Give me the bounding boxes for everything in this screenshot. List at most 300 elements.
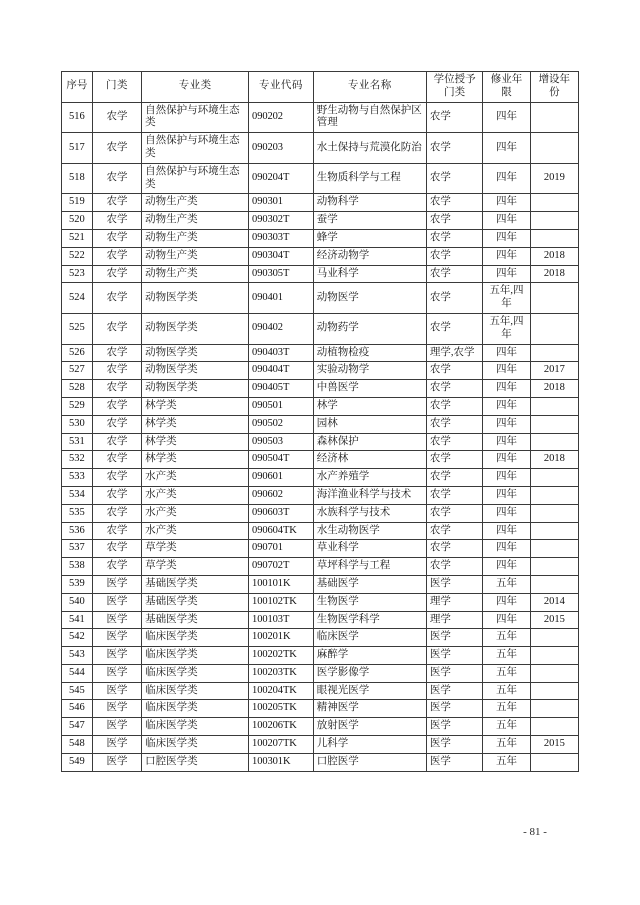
row-degree-category: 理学: [426, 611, 483, 629]
row-major-code: 090402: [249, 313, 314, 344]
row-degree-category: 农学: [426, 433, 483, 451]
row-major-class: 基础医学类: [142, 575, 249, 593]
row-major-code: 090405T: [249, 380, 314, 398]
row-major-name: 生物医学: [313, 593, 426, 611]
row-sequence: 526: [62, 344, 93, 362]
row-degree-category: 农学: [426, 380, 483, 398]
row-study-years: 四年: [483, 469, 530, 487]
row-degree-category: 医学: [426, 753, 483, 771]
row-study-years: 四年: [483, 504, 530, 522]
row-category: 农学: [92, 433, 141, 451]
row-major-name: 医学影像学: [313, 664, 426, 682]
row-sequence: 518: [62, 163, 93, 194]
table-row: [62, 397, 579, 415]
row-category: 农学: [92, 451, 141, 469]
row-major-name: 草业科学: [313, 540, 426, 558]
table-row: [62, 558, 579, 576]
column-header-added-year: 增设年份: [530, 72, 578, 103]
row-major-code: 090202: [249, 102, 314, 133]
table-row: [62, 133, 579, 164]
row-major-class: 自然保护与环境生态类: [142, 133, 249, 164]
row-study-years: 四年: [483, 522, 530, 540]
row-degree-category: 农学: [426, 102, 483, 133]
row-major-class: 临床医学类: [142, 736, 249, 754]
row-study-years: 四年: [483, 540, 530, 558]
row-major-name: 动植物检疫: [313, 344, 426, 362]
row-major-name: 蜂学: [313, 229, 426, 247]
row-sequence: 527: [62, 362, 93, 380]
row-major-class: 动物生产类: [142, 194, 249, 212]
page-footer: [0, 826, 640, 838]
row-major-code: 100203TK: [249, 664, 314, 682]
row-major-class: 草学类: [142, 558, 249, 576]
row-category: 医学: [92, 753, 141, 771]
row-sequence: 524: [62, 283, 93, 314]
row-study-years: 四年: [483, 380, 530, 398]
row-degree-category: 农学: [426, 313, 483, 344]
row-study-years: 五年,四年: [483, 283, 530, 314]
row-sequence: 532: [62, 451, 93, 469]
row-added-year: 2018: [530, 265, 578, 283]
row-major-class: 水产类: [142, 469, 249, 487]
row-major-code: 100101K: [249, 575, 314, 593]
row-major-class: 基础医学类: [142, 593, 249, 611]
row-added-year: [530, 133, 578, 164]
row-category: 农学: [92, 522, 141, 540]
row-category: 农学: [92, 469, 141, 487]
row-degree-category: 医学: [426, 682, 483, 700]
row-sequence: 536: [62, 522, 93, 540]
table-row: [62, 593, 579, 611]
row-category: 农学: [92, 102, 141, 133]
row-degree-category: 农学: [426, 469, 483, 487]
row-added-year: 2015: [530, 736, 578, 754]
row-added-year: 2014: [530, 593, 578, 611]
table-row: [62, 247, 579, 265]
row-added-year: [530, 415, 578, 433]
row-study-years: 四年: [483, 102, 530, 133]
row-major-name: 儿科学: [313, 736, 426, 754]
row-major-code: 090404T: [249, 362, 314, 380]
row-category: 农学: [92, 540, 141, 558]
row-major-class: 动物医学类: [142, 313, 249, 344]
row-major-class: 临床医学类: [142, 664, 249, 682]
row-study-years: 四年: [483, 247, 530, 265]
table-row: [62, 212, 579, 230]
row-sequence: 545: [62, 682, 93, 700]
row-study-years: 五年: [483, 629, 530, 647]
row-category: 医学: [92, 718, 141, 736]
row-added-year: [530, 229, 578, 247]
row-major-code: 090301: [249, 194, 314, 212]
table-row: [62, 451, 579, 469]
row-study-years: 五年: [483, 682, 530, 700]
row-major-name: 麻醉学: [313, 647, 426, 665]
row-study-years: 四年: [483, 194, 530, 212]
row-study-years: 四年: [483, 397, 530, 415]
row-sequence: 537: [62, 540, 93, 558]
row-category: 农学: [92, 212, 141, 230]
row-major-code: 090501: [249, 397, 314, 415]
row-added-year: [530, 102, 578, 133]
row-degree-category: 农学: [426, 265, 483, 283]
row-degree-category: 农学: [426, 163, 483, 194]
row-major-name: 口腔医学: [313, 753, 426, 771]
row-major-class: 动物生产类: [142, 212, 249, 230]
row-major-code: 100202TK: [249, 647, 314, 665]
row-category: 农学: [92, 133, 141, 164]
row-major-name: 生物质科学与工程: [313, 163, 426, 194]
row-major-class: 林学类: [142, 451, 249, 469]
table-row: [62, 718, 579, 736]
row-major-code: 100201K: [249, 629, 314, 647]
row-degree-category: 农学: [426, 486, 483, 504]
column-header-sequence: 序号: [62, 72, 93, 103]
table-row: [62, 344, 579, 362]
row-major-class: 林学类: [142, 397, 249, 415]
row-degree-category: 农学: [426, 229, 483, 247]
row-sequence: 516: [62, 102, 93, 133]
row-study-years: 四年: [483, 451, 530, 469]
row-major-code: 100301K: [249, 753, 314, 771]
row-sequence: 538: [62, 558, 93, 576]
row-study-years: 五年: [483, 753, 530, 771]
row-study-years: 五年,四年: [483, 313, 530, 344]
table-row: [62, 380, 579, 398]
row-major-class: 自然保护与环境生态类: [142, 102, 249, 133]
row-major-class: 动物生产类: [142, 229, 249, 247]
table-row: [62, 611, 579, 629]
row-study-years: 四年: [483, 415, 530, 433]
row-category: 农学: [92, 283, 141, 314]
row-study-years: 四年: [483, 212, 530, 230]
table-row: [62, 575, 579, 593]
row-major-name: 园林: [313, 415, 426, 433]
row-added-year: [530, 664, 578, 682]
majors-catalog-table: [61, 71, 579, 772]
row-major-name: 精神医学: [313, 700, 426, 718]
row-major-code: 090403T: [249, 344, 314, 362]
table-row: [62, 469, 579, 487]
row-degree-category: 农学: [426, 283, 483, 314]
row-degree-category: 理学,农学: [426, 344, 483, 362]
row-major-code: 090702T: [249, 558, 314, 576]
row-added-year: [530, 313, 578, 344]
row-sequence: 540: [62, 593, 93, 611]
row-sequence: 531: [62, 433, 93, 451]
table-row: [62, 313, 579, 344]
row-sequence: 549: [62, 753, 93, 771]
row-study-years: 四年: [483, 133, 530, 164]
row-major-class: 林学类: [142, 415, 249, 433]
table-row: [62, 229, 579, 247]
row-study-years: 五年: [483, 700, 530, 718]
row-added-year: [530, 194, 578, 212]
column-header-major-class: 专业类: [142, 72, 249, 103]
row-sequence: 548: [62, 736, 93, 754]
row-study-years: 四年: [483, 344, 530, 362]
row-major-code: 090701: [249, 540, 314, 558]
row-major-name: 水族科学与技术: [313, 504, 426, 522]
row-study-years: 四年: [483, 265, 530, 283]
table-row: [62, 504, 579, 522]
row-major-code: 090603T: [249, 504, 314, 522]
row-major-class: 水产类: [142, 486, 249, 504]
row-major-class: 动物医学类: [142, 344, 249, 362]
row-major-class: 临床医学类: [142, 629, 249, 647]
row-major-name: 水土保持与荒漠化防治: [313, 133, 426, 164]
row-major-class: 林学类: [142, 433, 249, 451]
row-major-code: 090305T: [249, 265, 314, 283]
row-major-class: 动物医学类: [142, 362, 249, 380]
row-major-class: 水产类: [142, 504, 249, 522]
row-study-years: 五年: [483, 647, 530, 665]
row-degree-category: 农学: [426, 540, 483, 558]
column-header-major-name: 专业名称: [313, 72, 426, 103]
row-major-name: 中兽医学: [313, 380, 426, 398]
row-degree-category: 医学: [426, 575, 483, 593]
row-major-class: 临床医学类: [142, 718, 249, 736]
row-degree-category: 农学: [426, 504, 483, 522]
row-degree-category: 医学: [426, 736, 483, 754]
row-major-code: 100102TK: [249, 593, 314, 611]
row-added-year: [530, 682, 578, 700]
row-major-code: 090604TK: [249, 522, 314, 540]
row-major-code: 100205TK: [249, 700, 314, 718]
table-row: [62, 283, 579, 314]
row-sequence: 547: [62, 718, 93, 736]
column-header-major-code: 专业代码: [249, 72, 314, 103]
row-degree-category: 农学: [426, 212, 483, 230]
table-row: [62, 163, 579, 194]
table-row: [62, 362, 579, 380]
row-category: 农学: [92, 344, 141, 362]
row-added-year: [530, 753, 578, 771]
row-major-name: 动物医学: [313, 283, 426, 314]
row-major-class: 自然保护与环境生态类: [142, 163, 249, 194]
row-major-name: 水产养殖学: [313, 469, 426, 487]
row-study-years: 四年: [483, 558, 530, 576]
column-header-category: 门类: [92, 72, 141, 103]
row-added-year: [530, 469, 578, 487]
row-major-code: 090204T: [249, 163, 314, 194]
row-sequence: 519: [62, 194, 93, 212]
row-degree-category: 理学: [426, 593, 483, 611]
row-major-name: 生物医学科学: [313, 611, 426, 629]
row-added-year: 2019: [530, 163, 578, 194]
table-row: [62, 753, 579, 771]
row-category: 医学: [92, 682, 141, 700]
row-major-name: 动物药学: [313, 313, 426, 344]
row-sequence: 530: [62, 415, 93, 433]
row-study-years: 四年: [483, 486, 530, 504]
row-category: 农学: [92, 313, 141, 344]
row-major-code: 090601: [249, 469, 314, 487]
row-sequence: 525: [62, 313, 93, 344]
column-header-study-years: 修业年限: [483, 72, 530, 103]
row-major-name: 眼视光医学: [313, 682, 426, 700]
row-major-name: 动物科学: [313, 194, 426, 212]
row-added-year: 2015: [530, 611, 578, 629]
row-major-code: 090504T: [249, 451, 314, 469]
row-degree-category: 医学: [426, 647, 483, 665]
table-row: [62, 736, 579, 754]
table-row: [62, 682, 579, 700]
row-category: 农学: [92, 229, 141, 247]
row-study-years: 四年: [483, 362, 530, 380]
row-major-code: 090401: [249, 283, 314, 314]
row-degree-category: 农学: [426, 397, 483, 415]
row-added-year: [530, 575, 578, 593]
row-major-name: 海洋渔业科学与技术: [313, 486, 426, 504]
row-study-years: 五年: [483, 718, 530, 736]
row-major-code: 090602: [249, 486, 314, 504]
row-added-year: [530, 486, 578, 504]
row-sequence: 534: [62, 486, 93, 504]
row-category: 农学: [92, 362, 141, 380]
row-degree-category: 农学: [426, 558, 483, 576]
table-row: [62, 629, 579, 647]
row-major-name: 野生动物与自然保护区管理: [313, 102, 426, 133]
row-category: 农学: [92, 504, 141, 522]
row-major-code: 100207TK: [249, 736, 314, 754]
row-major-name: 森林保护: [313, 433, 426, 451]
table-header: [62, 72, 579, 103]
row-major-class: 临床医学类: [142, 647, 249, 665]
table-body: [62, 102, 579, 771]
page-number: - 81 -: [523, 826, 547, 838]
row-degree-category: 医学: [426, 700, 483, 718]
row-major-class: 动物医学类: [142, 380, 249, 398]
table-row: [62, 265, 579, 283]
row-major-name: 马业科学: [313, 265, 426, 283]
table-row: [62, 540, 579, 558]
row-added-year: [530, 504, 578, 522]
row-major-code: 100204TK: [249, 682, 314, 700]
row-major-name: 草坪科学与工程: [313, 558, 426, 576]
row-degree-category: 农学: [426, 415, 483, 433]
row-major-name: 蚕学: [313, 212, 426, 230]
row-major-class: 水产类: [142, 522, 249, 540]
row-major-class: 动物生产类: [142, 247, 249, 265]
row-major-code: 090502: [249, 415, 314, 433]
table-row: [62, 700, 579, 718]
row-sequence: 528: [62, 380, 93, 398]
row-category: 医学: [92, 611, 141, 629]
row-added-year: 2017: [530, 362, 578, 380]
row-category: 医学: [92, 700, 141, 718]
row-added-year: [530, 283, 578, 314]
row-degree-category: 农学: [426, 194, 483, 212]
row-study-years: 五年: [483, 575, 530, 593]
row-category: 医学: [92, 736, 141, 754]
row-major-name: 经济林: [313, 451, 426, 469]
table-row: [62, 647, 579, 665]
row-sequence: 546: [62, 700, 93, 718]
row-study-years: 五年: [483, 664, 530, 682]
row-degree-category: 农学: [426, 522, 483, 540]
row-sequence: 543: [62, 647, 93, 665]
row-sequence: 539: [62, 575, 93, 593]
row-added-year: [530, 397, 578, 415]
row-category: 农学: [92, 265, 141, 283]
row-study-years: 五年: [483, 736, 530, 754]
row-degree-category: 医学: [426, 664, 483, 682]
row-sequence: 544: [62, 664, 93, 682]
column-header-degree-category: 学位授予门类: [426, 72, 483, 103]
row-degree-category: 医学: [426, 718, 483, 736]
row-degree-category: 农学: [426, 247, 483, 265]
table-row: [62, 664, 579, 682]
row-added-year: [530, 718, 578, 736]
row-major-code: 090304T: [249, 247, 314, 265]
row-major-class: 动物生产类: [142, 265, 249, 283]
row-category: 农学: [92, 397, 141, 415]
row-degree-category: 农学: [426, 362, 483, 380]
row-major-class: 草学类: [142, 540, 249, 558]
row-category: 医学: [92, 593, 141, 611]
row-degree-category: 医学: [426, 629, 483, 647]
row-major-name: 临床医学: [313, 629, 426, 647]
row-sequence: 535: [62, 504, 93, 522]
row-added-year: [530, 212, 578, 230]
row-category: 农学: [92, 380, 141, 398]
table-row: [62, 486, 579, 504]
row-added-year: [530, 647, 578, 665]
row-sequence: 522: [62, 247, 93, 265]
row-added-year: 2018: [530, 247, 578, 265]
row-sequence: 533: [62, 469, 93, 487]
row-category: 农学: [92, 194, 141, 212]
table-row: [62, 194, 579, 212]
row-sequence: 521: [62, 229, 93, 247]
row-added-year: [530, 522, 578, 540]
table-row: [62, 433, 579, 451]
row-added-year: [530, 558, 578, 576]
row-major-code: 090203: [249, 133, 314, 164]
row-added-year: [530, 629, 578, 647]
row-added-year: 2018: [530, 451, 578, 469]
row-study-years: 四年: [483, 229, 530, 247]
row-degree-category: 农学: [426, 133, 483, 164]
row-major-code: 090302T: [249, 212, 314, 230]
table-header-row: [62, 72, 579, 103]
row-sequence: 523: [62, 265, 93, 283]
table-row: [62, 415, 579, 433]
row-sequence: 517: [62, 133, 93, 164]
row-added-year: [530, 344, 578, 362]
table-row: [62, 522, 579, 540]
row-degree-category: 农学: [426, 451, 483, 469]
row-major-code: 100103T: [249, 611, 314, 629]
row-major-class: 基础医学类: [142, 611, 249, 629]
row-added-year: [530, 433, 578, 451]
row-study-years: 四年: [483, 611, 530, 629]
row-category: 农学: [92, 247, 141, 265]
row-study-years: 四年: [483, 593, 530, 611]
row-category: 农学: [92, 415, 141, 433]
row-added-year: [530, 700, 578, 718]
row-category: 农学: [92, 558, 141, 576]
row-sequence: 542: [62, 629, 93, 647]
row-added-year: [530, 540, 578, 558]
row-category: 医学: [92, 575, 141, 593]
row-major-class: 临床医学类: [142, 682, 249, 700]
row-major-name: 基础医学: [313, 575, 426, 593]
row-major-class: 动物医学类: [142, 283, 249, 314]
row-major-name: 水生动物医学: [313, 522, 426, 540]
row-category: 医学: [92, 629, 141, 647]
